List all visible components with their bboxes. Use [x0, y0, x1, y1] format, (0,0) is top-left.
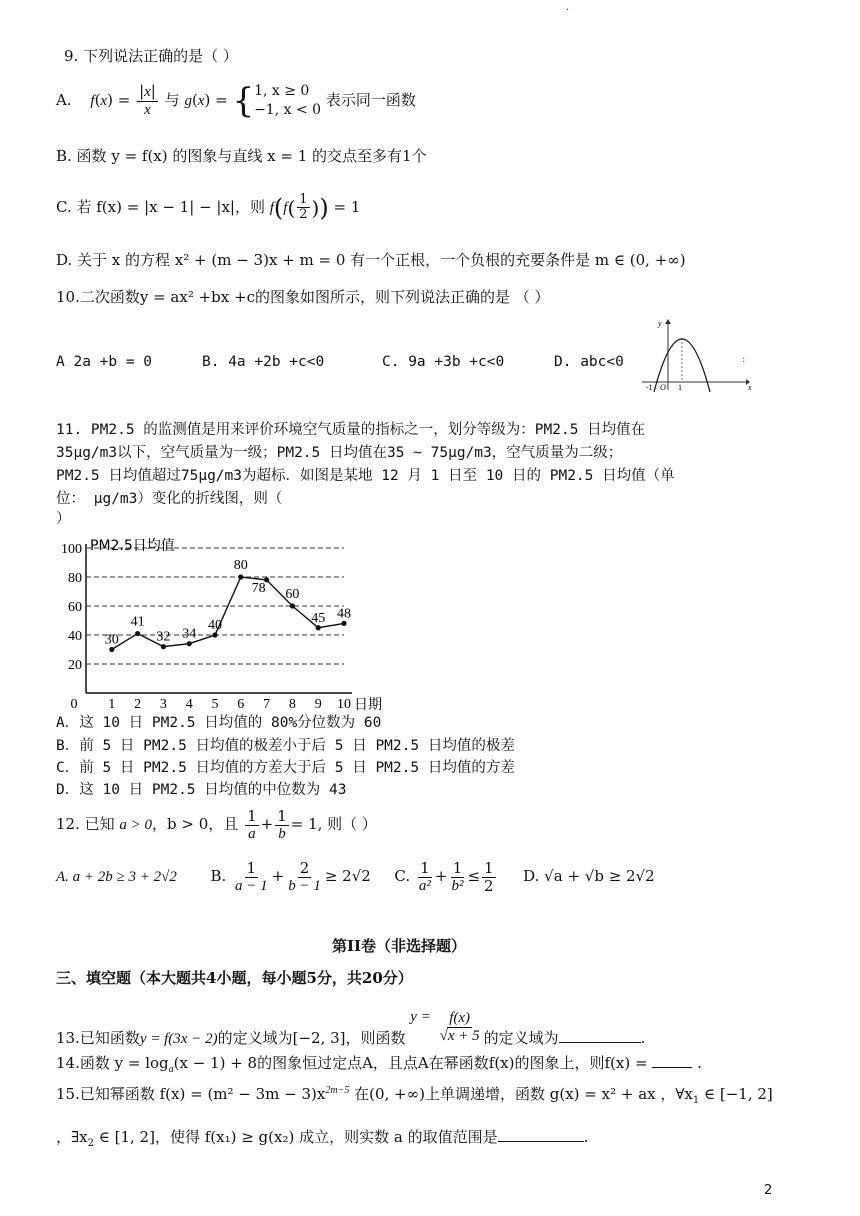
q14-sub: a: [168, 1064, 174, 1075]
x-tick-label-5: 5: [211, 697, 219, 712]
q13-y-eq: y =: [410, 1009, 431, 1025]
x-tick-label-1: 1: [108, 697, 116, 712]
q12-options: A. a + 2b ≥ 3 + 2√2 B. $\frac{1}{a - 1}$ + $\frac{2}{b - 1}$ ≥ 2√2 C. $\frac{1}{\text{a²}}$ + $\frac{1}{\text{b²}}$ ≤ $\frac{1}{2}$ D. √a + √b ≥ 2√2: [56, 859, 655, 895]
q10-option-d: D. abc<0: [554, 354, 624, 370]
q9-c-suffix: = 1: [328, 197, 361, 216]
section2-title: 第II卷（非选择题）: [332, 937, 467, 955]
x-tick-label-7: 7: [263, 697, 271, 712]
x-tick-label-8: 8: [288, 697, 296, 712]
q9-stem: 9. 下列说法正确的是（ ）: [64, 47, 238, 65]
q15-end: .: [583, 1128, 589, 1146]
q10-edge-mark: :: [742, 354, 746, 365]
data-label-5: 40: [208, 618, 222, 633]
q12-option-b-prefix: B.: [210, 867, 227, 885]
data-label-9: 45: [311, 610, 326, 626]
q15-line2-prefix: ，∃x: [56, 1128, 88, 1146]
x-tick-label-6: 6: [237, 697, 245, 712]
q13-suffix: 的定义域为: [483, 1029, 559, 1047]
q9-a-mid: 与: [164, 90, 180, 109]
q9-option-a: A. f(x) = $\frac{|x|}{x}$ 与 g(x) = { 1, x ≥ 0 −1, x < 0 表示同一函数: [56, 80, 416, 121]
data-point-1: [109, 647, 114, 652]
q10-graph-one-label: 1: [678, 383, 682, 392]
q9-a-prefix: A.: [56, 90, 72, 109]
q11-line4: 位： μg/m3）变化的折线图，则（: [56, 491, 283, 507]
series-line: [112, 577, 344, 650]
data-label-7: 78: [251, 580, 266, 596]
q11-option-c: C．前 5 日 PM2.5 日均值的方差大于后 5 日 PM2.5 日均值的方差: [56, 760, 515, 776]
q13-end: .: [640, 1029, 646, 1047]
data-point-5: [212, 632, 217, 637]
q10-stem: 10.二次函数y = ax² +bx +c的图象如图所示，则下列说法正确的是 （ ）: [56, 288, 550, 306]
x-axis-label: 日期: [354, 697, 382, 713]
q11-line5: ）: [56, 511, 71, 527]
q10-graph-origin-label: O: [660, 383, 666, 392]
y-tick-label-60: 60: [68, 600, 82, 615]
q14-text: 14.函数 y = log: [56, 1054, 169, 1072]
q10-graph-neg1-label: -1: [646, 383, 653, 392]
q9-a-case1: 1, x ≥ 0: [254, 83, 310, 99]
x-tick-label-9: 9: [314, 697, 322, 712]
q11-option-d: D．这 10 日 PM2.5 日均值的中位数为 43: [56, 782, 347, 798]
page-number: 2: [764, 1183, 773, 1198]
q11-option-a: A．这 10 日 PM2.5 日均值的 80%分位数为 60: [56, 715, 382, 731]
data-point-8: [290, 603, 295, 608]
pm25-line-chart: [56, 528, 382, 713]
y-tick-label-20: 20: [68, 658, 82, 673]
q11-line1: 11. PM2.5 的监测值是用来评价环境空气质量的指标之一，划分等级为：PM2.5 日均值在: [56, 422, 646, 438]
data-label-2: 41: [130, 614, 145, 630]
y-tick-label-40: 40: [68, 629, 82, 644]
q9-option-d: D. 关于 x 的方程 x² + (m − 3)x + m = 0 有一个正根，一个负根的充要条件是 m ∈ (0, +∞): [56, 251, 686, 269]
data-label-6: 80: [233, 558, 248, 573]
q12-stem: 12. 已知 a > 0，b > 0，且 $\frac{1}{a}$ + $\frac{1}{b}$ = 1, 则（ ）: [56, 807, 377, 842]
q15-answer-blank[interactable]: [498, 1127, 584, 1142]
q9-option-b: B. 函数 y = f(x) 的图象与直线 x = 1 的交点至多有1个: [56, 147, 427, 165]
q15-line2-rest: ∈ [1, 2]，使得 f(x₁) ≥ g(x₂) 成立，则实数 a 的取值范围是: [93, 1128, 498, 1146]
chart-title: PM2.5日均值: [90, 538, 175, 554]
q11-line3: PM2.5 日均值超过75μg/m3为超标．如图是某地 12 月 1 日至 10 日的 PM2.5 日均值（单: [56, 468, 675, 484]
q9-c-prefix: C. 若 f(x) = |x − 1| − |x|，则: [56, 197, 265, 216]
q12-option-a: A. a + 2b ≥ 3 + 2√2: [56, 869, 177, 885]
q11-line2: 35μg/m3以下，空气质量为一级；PM2.5 日均值在35 ~ 75μg/m3，空气质量为二级；: [56, 445, 623, 461]
q9-option-c: C. 若 f(x) = |x − 1| − |x|，则 f(f( $\frac{1}{2}$ )) = 1: [56, 192, 361, 223]
q12-a-condition: a > 0: [119, 817, 153, 833]
q15-line1-end: ∈ [−1, 2]: [699, 1085, 773, 1103]
x-tick-label-3: 3: [159, 697, 167, 712]
data-point-4: [187, 641, 192, 646]
data-label-10: 48: [337, 606, 351, 622]
q13-f1: y = f(3x − 2): [139, 1031, 218, 1047]
x-tick-label-10: 10: [337, 697, 351, 712]
q12-stem-mid: ，b > 0，且: [152, 815, 239, 833]
q10-parabola-graph: [638, 316, 754, 392]
q10-option-b: B. 4a +2b +c<0: [202, 354, 325, 370]
q15-line1-prefix: 15.已知幂函数 f(x) = (m² − 3m − 3)x: [56, 1085, 326, 1103]
q10-option-a: A 2a +b = 0: [56, 354, 153, 370]
data-label-1: 30: [104, 632, 119, 648]
q9-a-suffix: 表示同一函数: [325, 90, 416, 109]
y-tick-label-80: 80: [68, 571, 82, 586]
data-label-8: 60: [285, 587, 300, 602]
q10-graph-x-label: x: [748, 383, 752, 392]
data-label-4: 34: [182, 626, 197, 642]
q9-a-case2: −1, x < 0: [254, 101, 322, 118]
q12-stem-suffix: = 1, 则（ ）: [290, 815, 377, 833]
q13-denominator: √x + 5: [439, 1027, 480, 1044]
q12-option-d: D. √a + √b ≥ 2√2: [523, 867, 655, 885]
q13-answer-blank[interactable]: [559, 1028, 641, 1043]
y-tick-label-100: 100: [61, 542, 82, 557]
q12-option-b-suffix: ≥ 2√2: [324, 867, 371, 885]
q14-rest: (x − 1) + 8的图象恒过定点A，且点A在幂函数f(x)的图象上，则f(x) =: [173, 1054, 648, 1072]
data-label-3: 32: [156, 629, 171, 645]
q13-prefix: 13.已知函数: [56, 1029, 140, 1047]
q10-option-c: C. 9a +3b +c<0: [382, 354, 505, 370]
data-point-10: [341, 621, 346, 626]
data-point-3: [161, 644, 166, 649]
data-point-6: [238, 574, 243, 579]
q15-line1-suffix: 在(0, +∞)上单调递增，函数 g(x) = x² + ax ，∀x: [349, 1085, 693, 1103]
q15-exp: 2m−5: [325, 1085, 350, 1096]
q14-answer-blank[interactable]: [652, 1053, 692, 1068]
x-tick-label-4: 4: [185, 697, 193, 712]
q13-mid1: 的定义域为: [217, 1029, 293, 1047]
q12-option-c-prefix: C.: [394, 867, 411, 885]
x-tick-label-0: 0: [70, 697, 78, 712]
q11-option-b: B．前 5 日 PM2.5 日均值的极差小于后 5 日 PM2.5 日均值的极差: [56, 738, 515, 754]
x-tick-label-2: 2: [134, 697, 142, 712]
q12-option-c-suffix: ≤: [467, 867, 481, 885]
data-point-9: [316, 625, 321, 630]
q13-interval: [−2, 3]: [292, 1029, 346, 1047]
q15-sub1: 1: [692, 1095, 700, 1106]
q15-line1: [56, 1083, 773, 1106]
q13-mid2: ，则函数: [345, 1029, 406, 1047]
q15-sub2: 2: [87, 1138, 94, 1149]
q14-end: .: [692, 1054, 702, 1072]
top-mark: .: [566, 2, 570, 13]
data-point-2: [135, 631, 140, 636]
q12-stem-prefix: 12. 已知: [56, 815, 115, 833]
q14: [56, 1052, 702, 1075]
q10-graph-y-label: y: [658, 319, 662, 328]
section3-title: 三、填空题（本大题共4小题，每小题5分，共20分）: [56, 969, 413, 987]
q13-numerator: f(x): [449, 1010, 471, 1026]
q13: [56, 1000, 646, 1047]
q15-line2: [56, 1126, 588, 1149]
